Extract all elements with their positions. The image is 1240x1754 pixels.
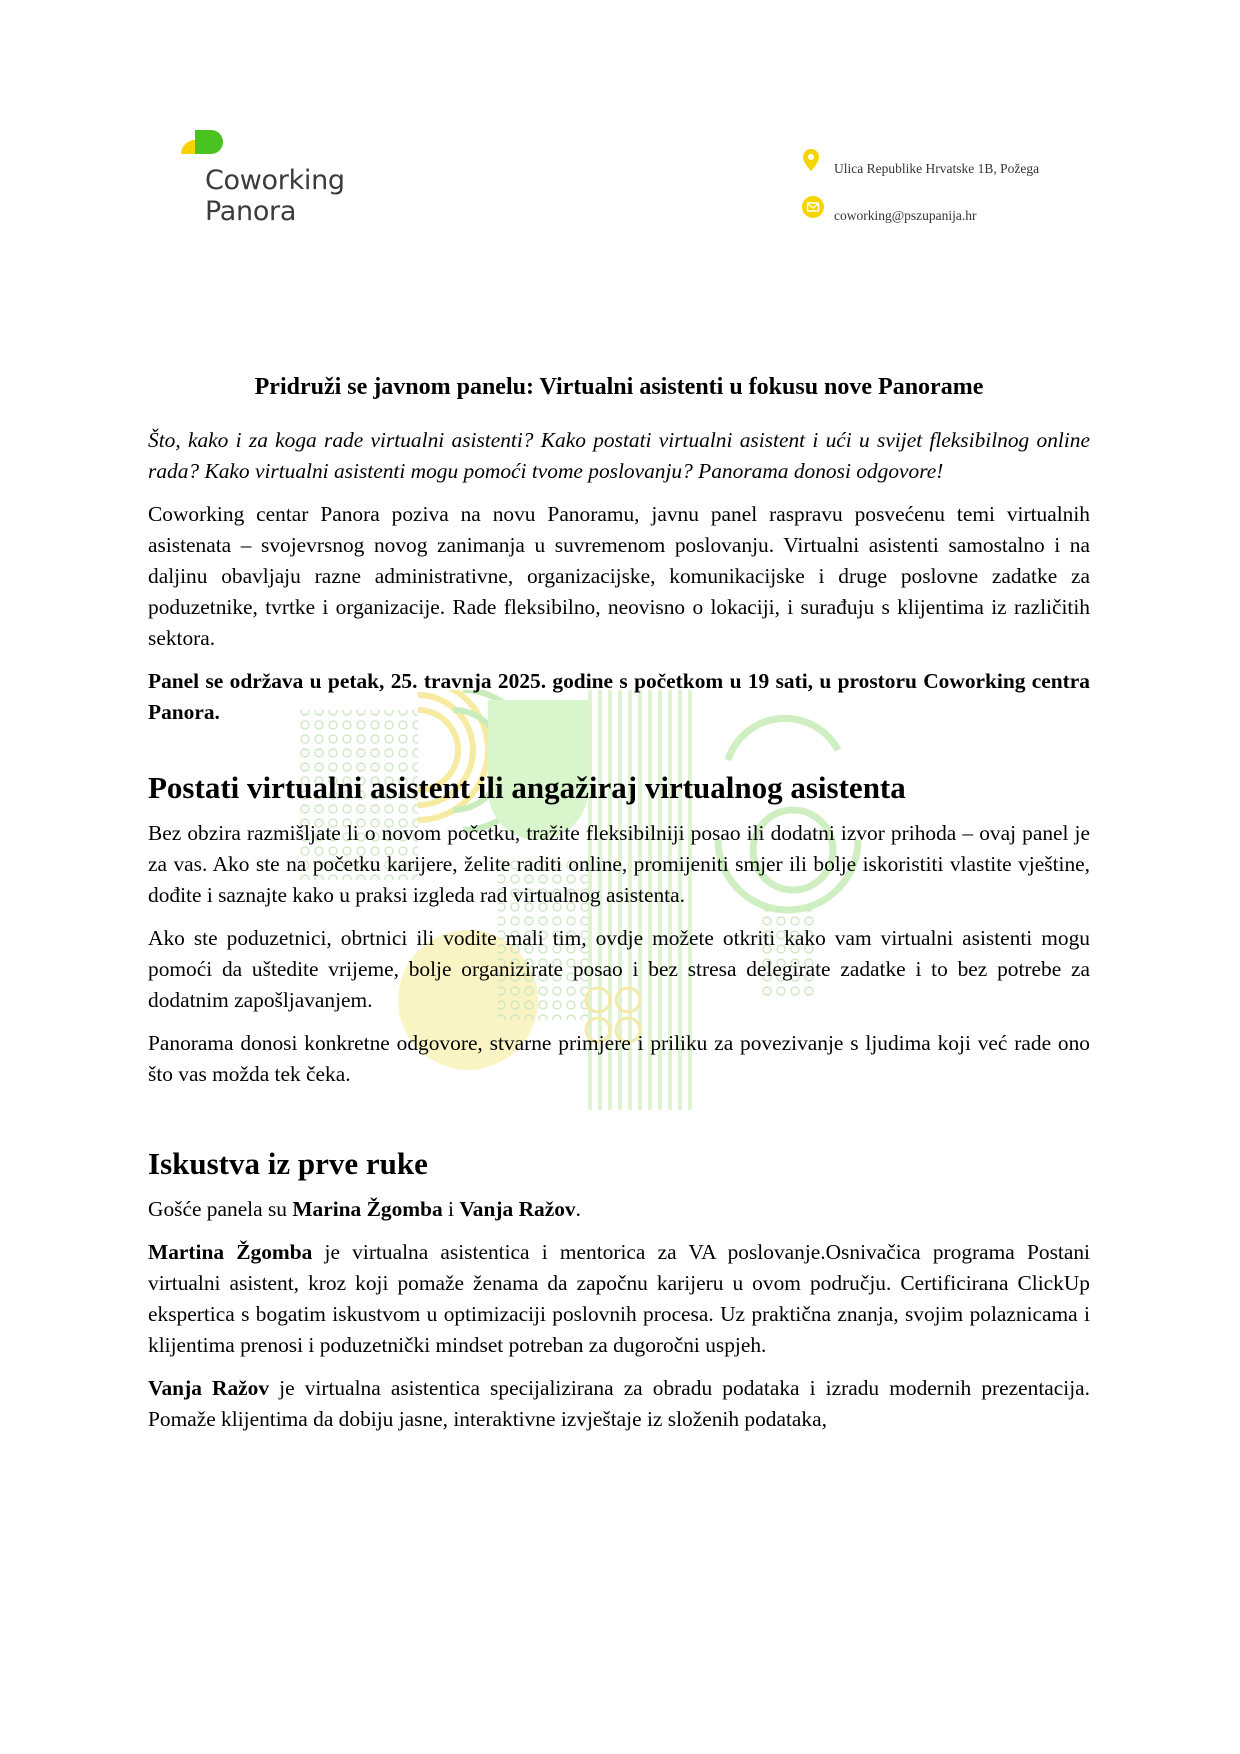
email-text[interactable]: coworking@pszupanija.hr (834, 208, 977, 223)
logo-line-2: Panora (205, 196, 297, 227)
guests-joiner: i (442, 1197, 460, 1221)
bio-paragraph-2 (148, 1373, 1090, 1435)
email-row (802, 192, 1102, 238)
logo-line-1: Coworking (205, 165, 345, 196)
guest-name-2: Vanja Ražov (459, 1197, 576, 1221)
contact-block (802, 147, 1102, 238)
bio-2-text: je virtualna asistentica specijalizirana za obradu podataka i izradu modernih prezentacija. Pomaže klijentima da dobiju jasne, interaktivne izvještaje iz složenih podataka, (148, 1376, 1090, 1431)
address-text: Ulica Republike Hrvatske 1B, Požega (834, 161, 1040, 176)
guests-suffix: . (575, 1197, 581, 1221)
intro-paragraph: Što, kako i za koga rade virtualni asistenti? Kako postati virtualni asistent i ući u svijet fleksibilnog online rada? Kako virtualni asistenti mogu pomoći tvome poslovanju? Panorama donosi odgovore! (148, 428, 1090, 483)
guest-name-1: Marina Žgomba (292, 1197, 443, 1221)
coworking-panora-logo (181, 128, 371, 238)
paragraph-1: Coworking centar Panora poziva na novu Panoramu, javnu panel raspravu posvećenu temi virtualnih asistenata – svojevrsnog novog zanimanja u suvremenom poslovanju. Virtualni asistenti samostalno i na daljinu obavljaju razne administrativne, organizacijske, komunikacijske i druge poslovne zadatke za poduzetnike, tvrtke i organizacije. Rade fleksibilno, neovisno o lokaciji, i surađuju s klijentima iz različitih sektora. (148, 502, 1090, 650)
event-details: Panel se održava u petak, 25. travnja 2025. godine s početkom u 19 sati, u prostoru Coworking centra Panora. (148, 669, 1090, 724)
document-title: Pridruži se javnom panelu: Virtualni asistenti u fokusu nove Panorame (254, 374, 984, 400)
location-pin-icon (802, 147, 828, 177)
address-row (802, 147, 1102, 193)
envelope-icon (802, 194, 828, 224)
guests-prefix: Gošće panela su (148, 1197, 293, 1221)
section-heading-1: Postati virtualni asistent ili angažiraj virtualnog asistenta (148, 770, 906, 805)
guests-paragraph (148, 1194, 1090, 1225)
bio-1-name: Martina Žgomba (148, 1240, 313, 1264)
bio-1-text: je virtualna asistentica i mentorica za VA poslovanje.Osnivačica programa Postani virtualni asistent, kroz koji pomaže ženama da započnu karijeru u ovom području. Certificirana ClickUp ekspertica s bogatim iskustvom u optimizaciji poslovnih procesa. Uz praktična znanja, svojim polaznicama i klijentima prenosi i poduzetnički mindset potreban za dugoročni uspjeh. (148, 1240, 1091, 1357)
bio-2-name: Vanja Ražov (148, 1376, 270, 1400)
logo-wordmark (205, 165, 345, 227)
document-body (148, 372, 1090, 1447)
paragraph-2: Bez obzira razmišljate li o novom početku, tražite fleksibilniji posao ili dodatni izvor prihoda – ovaj panel je za vas. Ako ste na početku karijere, želite raditi online, promijeniti smjer ili bolje iskoristiti vlastite vještine, dođite i saznajte kako u praksi izgleda rad virtualnog asistenta. (148, 821, 1090, 907)
section-heading-2: Iskustva iz prve ruke (148, 1146, 428, 1181)
paragraph-3: Ako ste poduzetnici, obrtnici ili vodite mali tim, ovdje možete otkriti kako vam virtualni asistenti mogu pomoći da uštedite vrijeme, bolje organizirate posao i bez stresa delegirate zadatke i to bez potrebe za dodatnim zapošljavanjem. (148, 926, 1090, 1012)
paragraph-4: Panorama donosi konkretne odgovore, stvarne primjere i priliku za povezivanje s ljudima koji već rade ono što vas možda tek čeka. (148, 1031, 1090, 1086)
bio-paragraph-1 (148, 1237, 1090, 1361)
